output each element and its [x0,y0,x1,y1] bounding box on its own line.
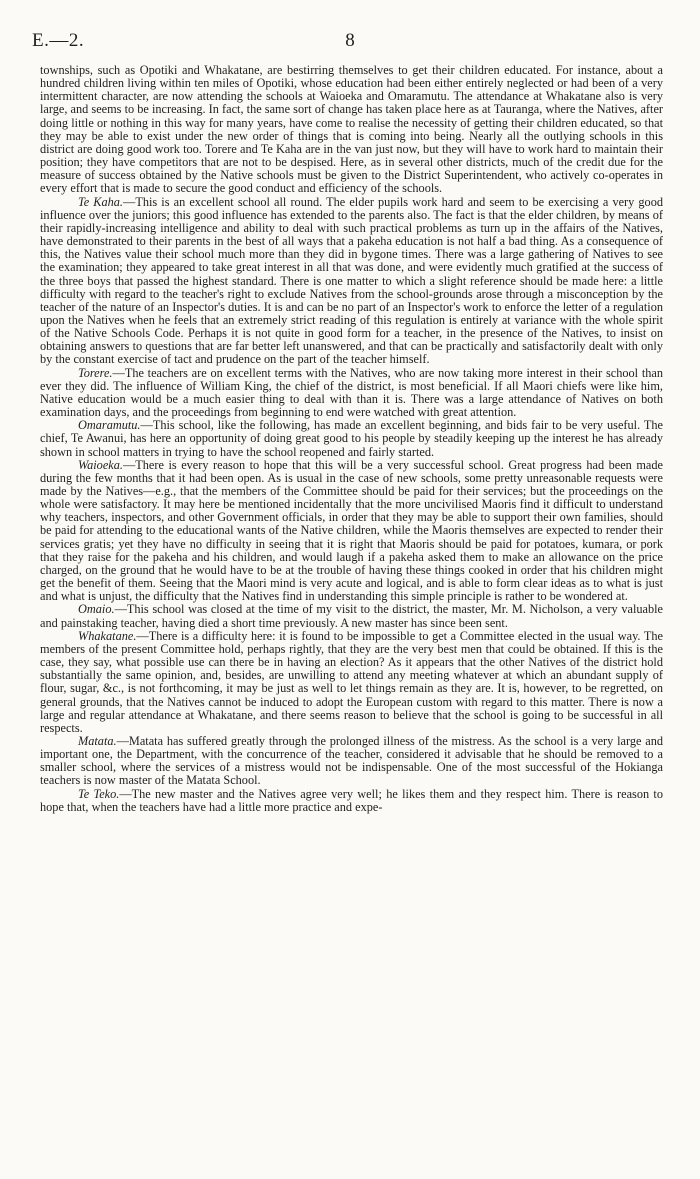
paragraph-text: —Matata has suffered greatly through the prolonged illness of the mistress. As the school is a very large and important one, the Department, with the concurrence of the teacher, considered it advisable that he should be removed to a smaller school, where the services of a mistress would not be indispensable. One of the most successful of the Hokianga teachers is now master of the Matata School. [40,733,663,788]
document-reference: E.—2. [32,30,85,51]
paragraph-waioeka [40,459,663,604]
paragraph-lead: Te Kaha. [78,194,124,209]
paragraph-omaramutu [40,419,663,458]
paragraph-text: —The teachers are on excellent terms with the Natives, who are now taking more interest in their school than ever they did. The influence of William King, the chief of the district, is most beneficial. If all Maori chiefs were like him, Native education would be a much easier thing to deal with than it is. There was a large attendance of Natives on both examination days, and the proceedings from beginning to end were watched with great attention. [40,365,663,420]
paragraph-text: —There is every reason to hope that this will be a very successful school. Great progress had been made during the few months that it had been open. As is usual in the case of new schools, some pretty unreasonable requests were made by the Natives—e.g., that the members of the Committee should be paid for their services; but the proceedings on the whole were satisfactory. It may here be mentioned incidentally that the more uncivilised Maoris find it difficult to understand why teachers, inspectors, and other Government officials, in order that they may be able to support their own families, should be paid for attending to the educational wants of the Native children, while the Maoris themselves are expected to render their services gratis; yet they have no difficulty in seeing that it is right that Maoris should be paid for potatoes, kumara, or pork that they raise for the pakeha and his children, and would laugh if a pakeha asked them to make an allowance on the price charged, on the ground that he would have to be at the trouble of having these things cooked in order that his children might get the benefit of them. Seeing that the Maori mind is very acute and logical, and is able to form clear ideas as to what is just and what is unjust, the difficulty that the Natives find in understanding this simple principle is rather to be wondered at. [40,457,663,604]
paragraph-whakatane [40,630,663,735]
paragraph-te-teko [40,788,663,814]
paragraph-text: —This school was closed at the time of my visit to the district, the master, Mr. M. Nicholson, a very valuable and painstaking teacher, having died a short time previously. A new master has since been sent. [40,602,663,630]
paragraph-te-kaha [40,196,663,367]
paragraph-lead: Waioeka. [78,457,123,472]
paragraph-text: townships, such as Opotiki and Whakatane, are bestirring themselves to get their children educated. For instance, about a hundred children living within ten miles of Opotiki, whose education had been either entirely neglected or had been of a very intermittent character, are now attending the schools at Waioeka and Omaramutu. The attendance at Whakatane also is very large, and seems to be increasing. In fact, the same sort of change has taken place here as at Tauranga, where the Natives, after doing little or nothing in this way for many years, have come to realise the necessity of getting their children educated, so that they may be able to exist under the new order of things that is coming into being. Nearly all the outlying schools in this district are doing good work too. Torere and Te Kaha are in the van just now, but they will have to work hard to maintain their position; they have competitors that are not to be despised. Here, as in several other districts, much of the credit due for the measure of success obtained by the Native schools must be given to the District Superintendent, who actively co-operates in every effort that is made to secure the good conduct and efficiency of the schools. [40,63,663,196]
paragraph-lead: Omaio. [78,602,115,617]
paragraph-omaio [40,603,663,629]
paragraph-lead: Te Teko. [78,786,120,801]
paragraph-lead: Omaramutu. [78,418,141,433]
page-header [0,30,700,54]
page-number: 8 [345,30,355,51]
paragraph-intro [40,64,663,196]
paragraph-text: —The new master and the Natives agree very well; he likes them and they respect him. There is reason to hope that, when the teachers have had a little more practice and expe- [40,786,663,814]
paragraph-lead: Whakatane. [78,628,137,643]
paragraph-matata [40,735,663,788]
body-text [40,64,663,814]
paragraph-text: —There is a difficulty here: it is found to be impossible to get a Committee elected in the usual way. The members of the present Committee hold, perhaps rightly, that they are the very best men that could be obtained. If this is the case, they say, what possible use can there be in having an election? As it appears that the other Natives of the district hold substantially the same opinion, and, besides, are unwilling to attend any meeting whatever at which an abundant supply of flour, sugar, &c., is not forthcoming, it may be just as well to let things remain as they are. It is, however, to be regretted, on general grounds, that the Natives cannot be induced to adopt the European custom with regard to this matter. There is now a large and regular attendance at Whakatane, and there seems reason to believe that the school is going to be successful in all respects. [40,628,663,735]
paragraph-torere [40,367,663,420]
paragraph-text: —This school, like the following, has made an excellent beginning, and bids fair to be very useful. The chief, Te Awanui, has here an opportunity of doing great good to his people by steadily keeping up the interest he has already shown in school matters in trying to have the school reopened and fairly started. [40,418,663,459]
paragraph-lead: Matata. [78,733,117,748]
paragraph-text: —This is an excellent school all round. The elder pupils work hard and seem to be exercising a very good influence over the juniors; this good influence has extended to the parents also. The fact is that the elder children, by means of their rapidly-increasing intelligence and ability to deal with such practical problems as turn up in the affairs of the Natives, have demonstrated to their parents in the best of all ways that a pakeha education is not half a bad thing. As a consequence of this, the Natives value their school much more than they did in bygone times. There was a large gathering of Natives to see the examination; they appeared to take great interest in all that was done, and were evidently much gratified at the success of the three boys that passed the highest standard. There is one matter to which a slight reference should be made here: a little difficulty with regard to the teacher's right to exclude Natives from the school-grounds arose through a misconception by the teacher of the nature of an Inspector's duties. It is and can be no part of an Inspector's work to enforce the letter of a regulation upon the Natives when he feels that an extremely strict reading of this regulation is entirely at variance with the whole spirit of the Native Schools Code. Perhaps it is not quite in good form for a teacher, in the presence of the Natives, to insist on obtaining answers to questions that are far better left unanswered, and that can be practically and satisfactorily dealt with only by the constant exercise of tact and prudence on the part of the teacher himself. [40,194,664,367]
paragraph-lead: Torere. [78,365,113,380]
